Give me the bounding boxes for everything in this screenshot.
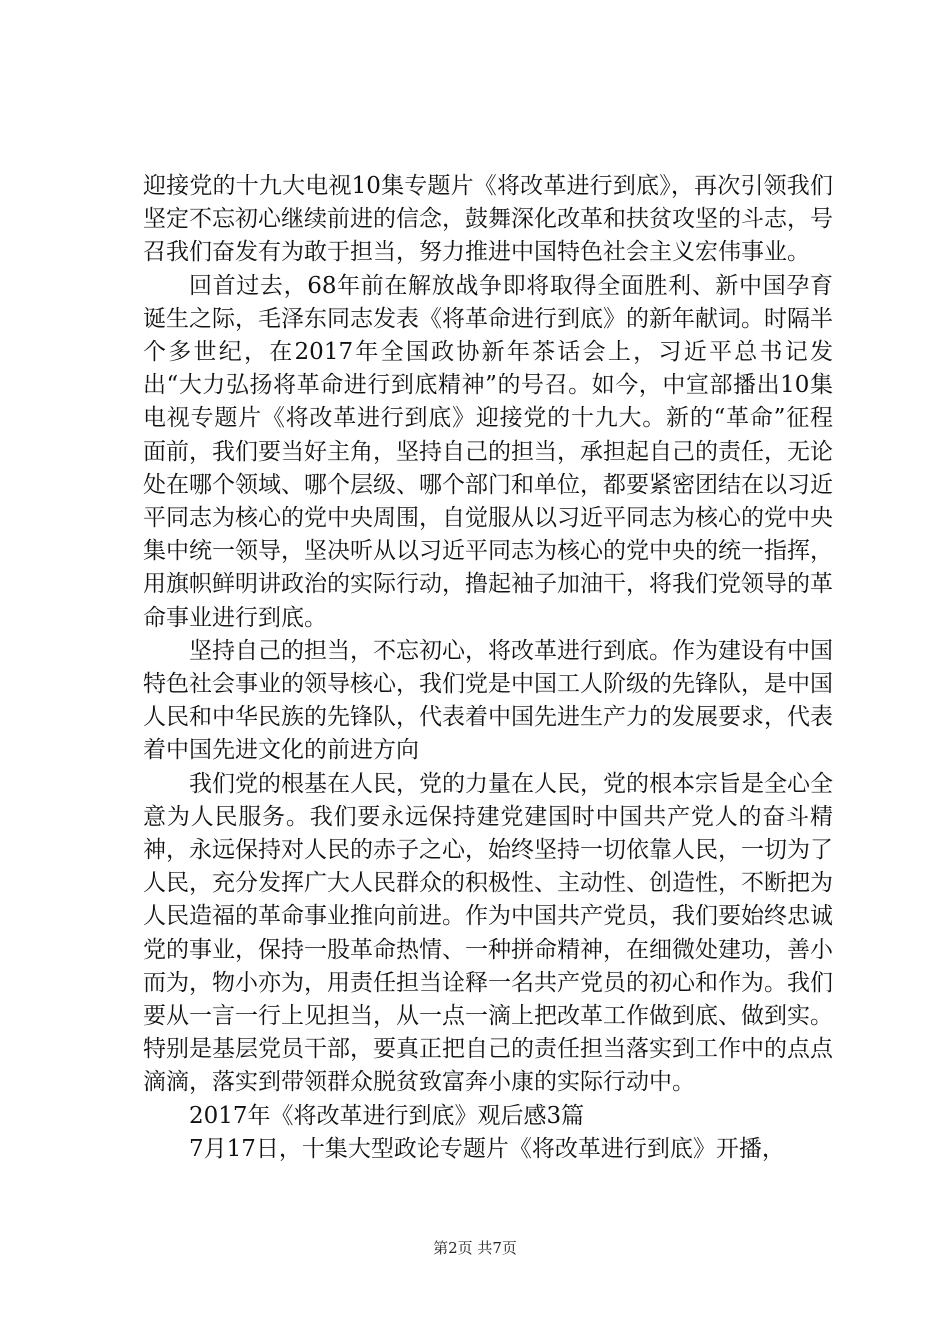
paragraph-3: 坚持自己的担当，不忘初心，将改革进行到底。作为建设有中国特色社会事业的领导核心，我们党是中国工人阶级的先锋队，是中国人民和中华民族的先锋队，代表着中国先进生产力的发展要求，代表着中国先进文化的前进方向 — [143, 637, 833, 764]
page-footer: 第2页 共7页 — [433, 1239, 517, 1257]
document-body — [143, 170, 833, 1166]
section-heading: 2017年《将改革进行到底》观后感3篇 — [189, 1102, 585, 1129]
paragraph-2: 回首过去，68年前在解放战争即将取得全面胜利、新中国孕育诞生之际，毛泽东同志发表《将革命进行到底》的新年献词。时隔半个多世纪，在2017年全国政协新年茶话会上，习近平总书记发出“大力弘扬将革命进行到底精神”的号召。如今，中宣部播出10集电视专题片《将改革进行到底》迎接党的十九大。新的“革命”征程面前，我们要当好主角，坚持自己的担当，承担起自己的责任，无论处在哪个领域、哪个层级、哪个部门和单位，都要紧密团结在以习近平同志为核心的党中央周围，自觉服从以习近平同志为核心的党中央集中统一领导，坚决听从以习近平同志为核心的党中央的统一指挥，用旗帜鲜明讲政治的实际行动，撸起袖子加油干，将我们党领导的革命事业进行到底。 — [143, 272, 833, 631]
paragraph-4: 我们党的根基在人民，党的力量在人民，党的根本宗旨是全心全意为人民服务。我们要永远保持建党建国时中国共产党人的奋斗精神，永远保持对人民的赤子之心，始终坚持一切依靠人民，一切为了人民，充分发挥广大人民群众的积极性、主动性、创造性，不断把为人民造福的革命事业推向前进。作为中国共产党员，我们要始终忠诚党的事业，保持一股革命热情、一种拼命精神，在细微处建功，善小而为，物小亦为，用责任担当诠释一名共产党员的初心和作为。我们要从一言一行上见担当，从一点一滴上把改革工作做到底、做到实。特别是基层党员干部，要真正把自己的责任担当落实到工作中的点点滴滴，落实到带领群众脱贫致富奔小康的实际行动中。 — [143, 770, 833, 1096]
paragraph-5: 7月17日，十集大型政论专题片《将改革进行到底》开播， — [189, 1135, 785, 1162]
paragraph-1: 迎接党的十九大电视10集专题片《将改革进行到底》，再次引领我们坚定不忘初心继续前进的信念，鼓舞深化改革和扶贫攻坚的斗志，号召我们奋发有为敢于担当，努力推进中国特色社会主义宏伟事业。 — [143, 173, 833, 266]
